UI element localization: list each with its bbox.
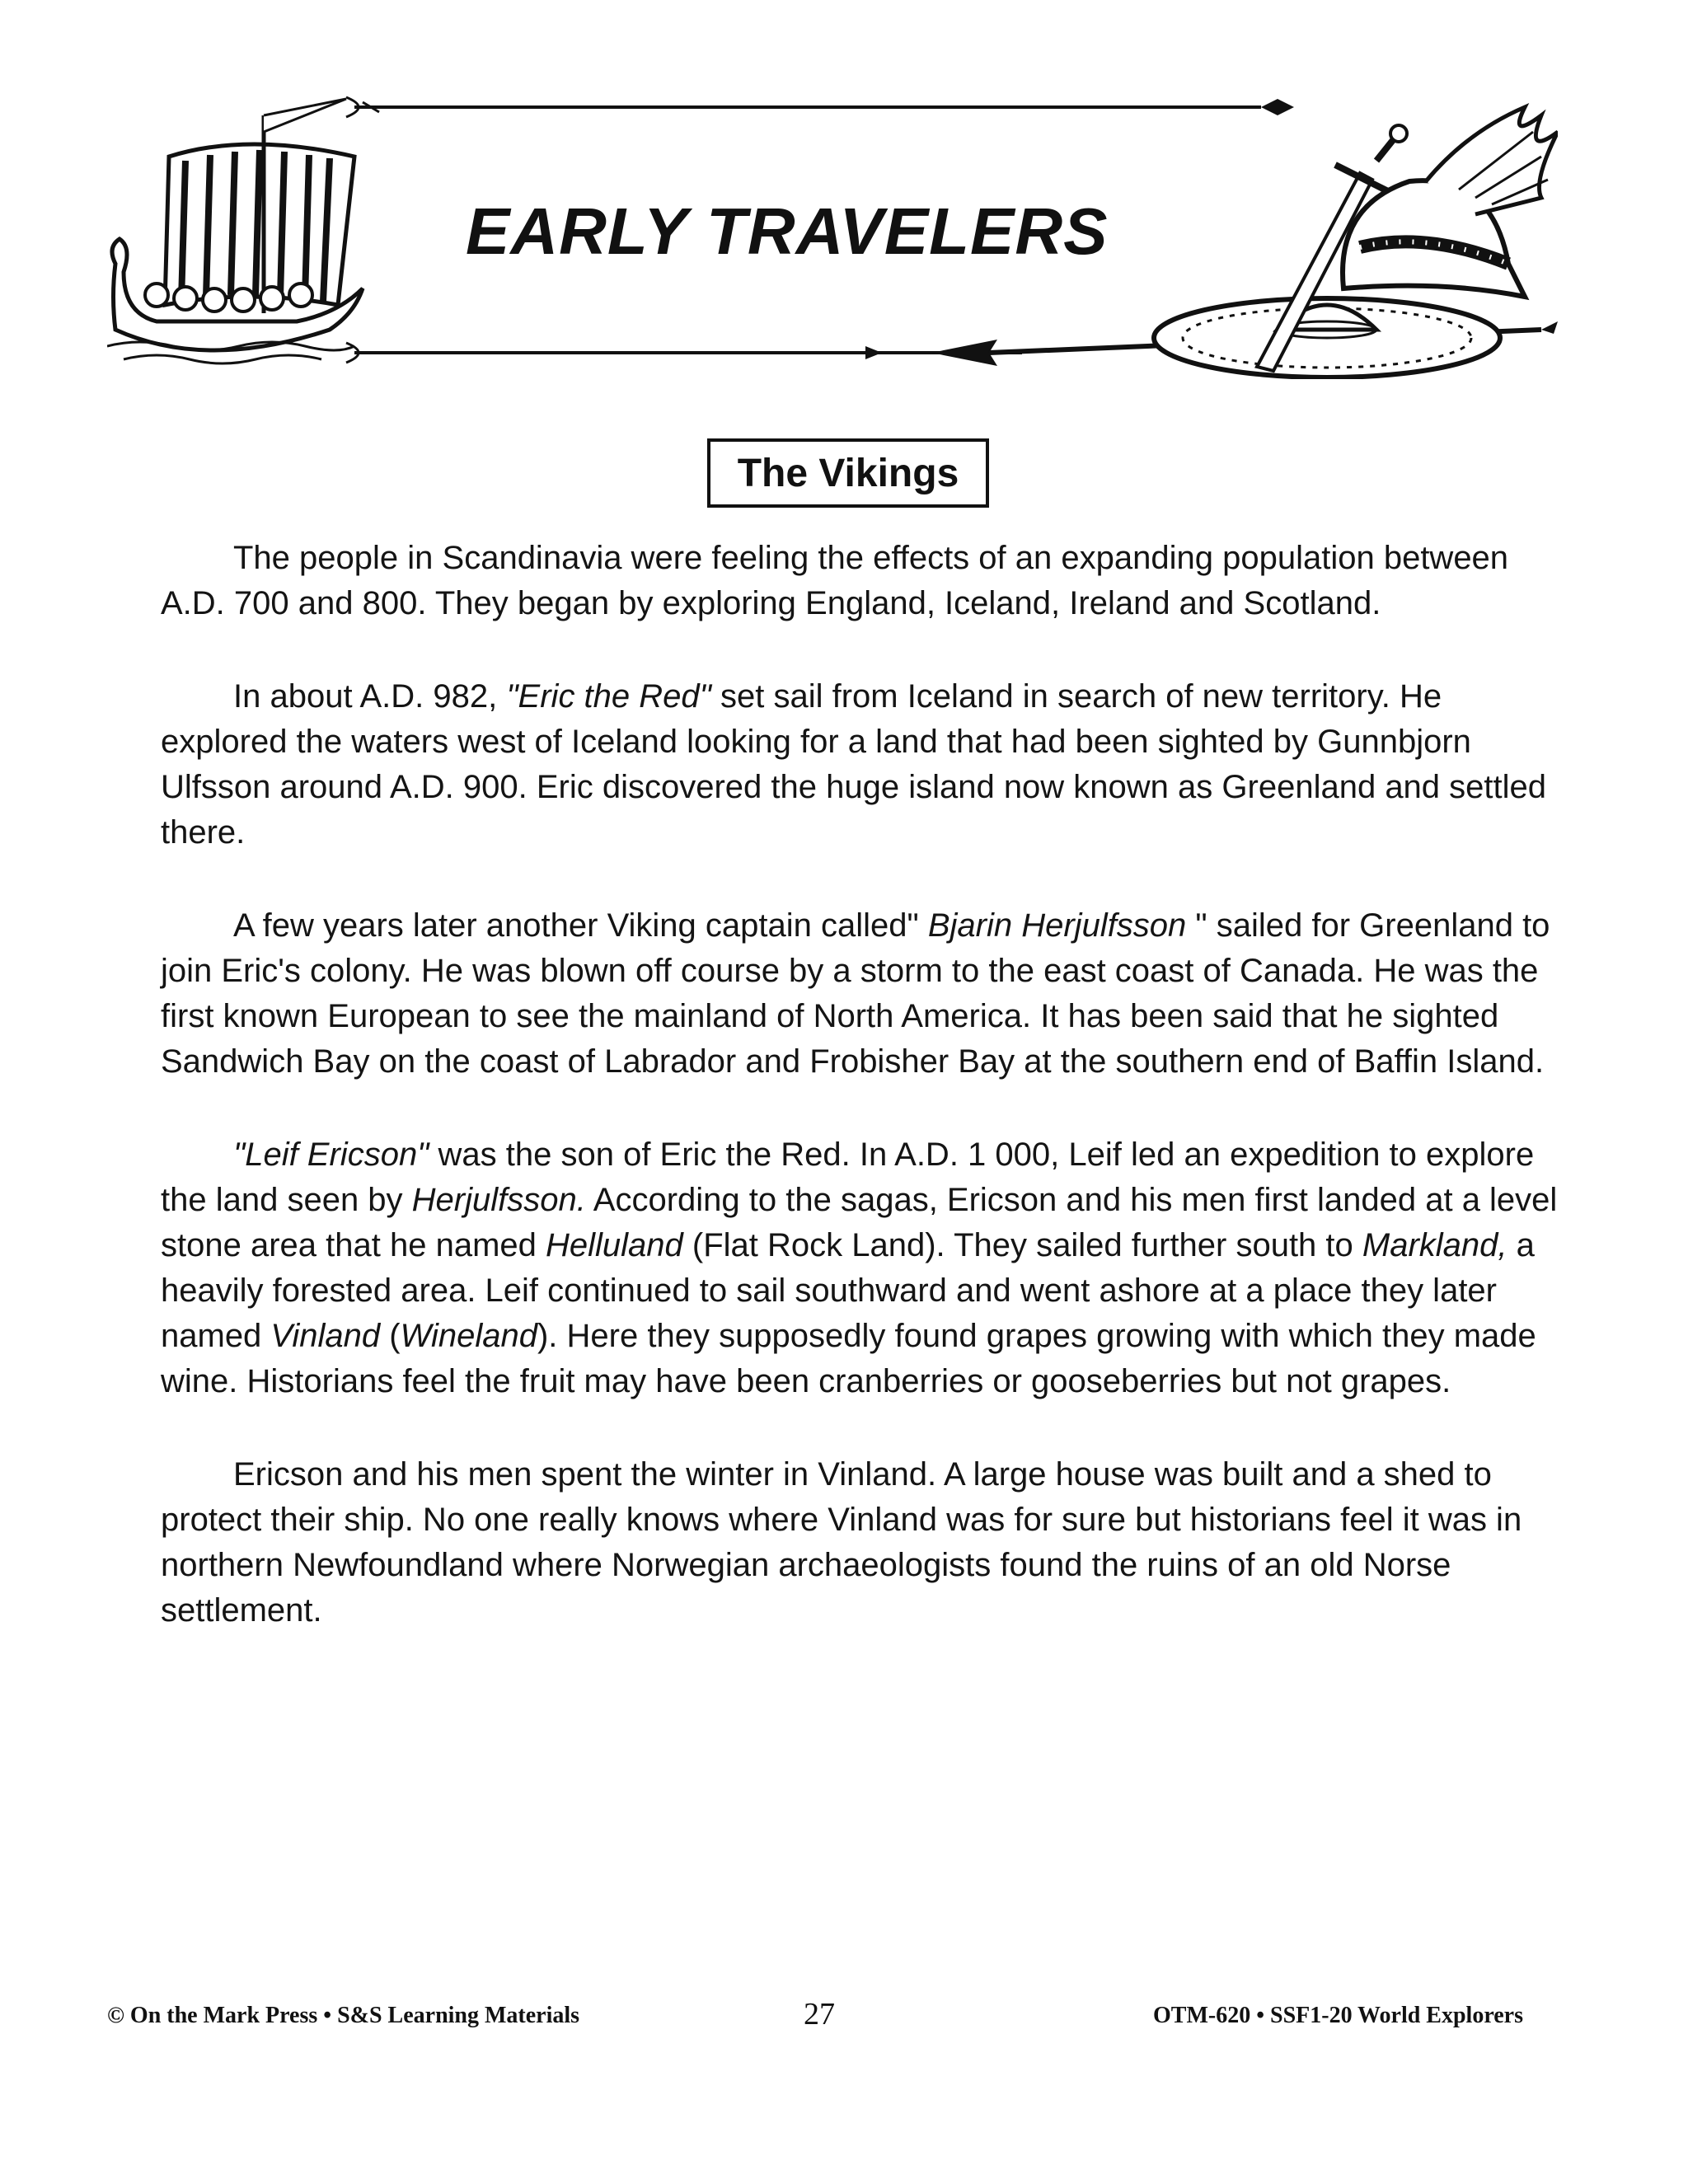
paragraph-text: ( (380, 1318, 401, 1354)
paragraph (161, 536, 1562, 626)
italic-text: "Leif Ericson" (233, 1137, 429, 1173)
footer-series: OTM-620 • SSF1-20 World Explorers (1152, 2003, 1523, 2028)
paragraph-text: A few years later another Viking captain called" (233, 907, 928, 944)
paragraph-text: set sail from Iceland in search of new territory. He explored the waters west of Iceland looking for a land that had been sighted by Gunnbjorn Ulfsson around A.D. 900. Eric discovered the huge island now known as Greenland and settled there. (161, 678, 1547, 851)
section-heading-box (707, 438, 989, 508)
page-title: EARLY TRAVELERS (466, 194, 1109, 268)
viking-ship-icon (107, 99, 363, 363)
italic-text: Wineland (400, 1318, 537, 1354)
paragraph-text: According to the sagas, Ericson and his men first landed at a level stone area that he named (161, 1182, 1558, 1263)
paragraph-text: was the son of Eric the Red. In A.D. 1 000, Leif led an expedition to explore the land seen by (161, 1137, 1535, 1218)
paragraph-text: ). Here they supposedly found grapes growing with which they made wine. Historians feel the fruit may have been cranberries or gooseberries but not grapes. (161, 1318, 1536, 1399)
paragraph-text: In about A.D. 982, (233, 678, 507, 715)
italic-text: Vinland (270, 1318, 381, 1354)
page-number: 27 (804, 1997, 835, 2032)
italic-text: Bjarin Herjulfsson (927, 907, 1187, 944)
shield-icon (1154, 298, 1500, 377)
paragraph-text: a heavily forested area. Leif continued to sail southward and went ashore at a place they later named (161, 1227, 1535, 1354)
paragraph-text: (Flat Rock Land). They sailed further south to (682, 1227, 1362, 1263)
header-banner (107, 82, 1558, 379)
paragraph-text: The people in Scandinavia were feeling the effects of an expanding population between A.D. 700 and 800. They began by exploring England, Iceland, Ireland and Scotland. (161, 540, 1509, 621)
italic-text: Markland, (1362, 1227, 1507, 1263)
italic-text: "Eric the Red" (506, 678, 711, 715)
paragraph (161, 674, 1562, 855)
paragraph (161, 1452, 1562, 1633)
italic-text: Helluland (546, 1227, 683, 1263)
viking-helmet-icon (1343, 107, 1558, 297)
paragraph-text: " sailed for Greenland to join Eric's colony. He was blown off course by a storm to the east coast of Canada. He was the first known European to see the mainland of North America. It has been said that he sighted Sandwich Bay on the coast of Labrador and Frobisher Bay at the southern end of Baffin Island. (161, 907, 1550, 1080)
italic-text: Herjulfsson. (411, 1182, 586, 1218)
paragraph-text: Ericson and his men spent the winter in Vinland. A large house was built and a shed to protect their ship. No one really knows where Vinland was for sure but historians feel it was in northern Newfoundland where Norwegian archaeologists found the ruins of an old Norse settlement. (161, 1456, 1522, 1629)
paragraph (161, 1132, 1562, 1404)
section-title: The Vikings (737, 451, 959, 495)
article-body (161, 536, 1562, 1681)
paragraph (161, 903, 1562, 1085)
footer-publisher: © On the Mark Press • S&S Learning Materials (107, 2003, 580, 2028)
